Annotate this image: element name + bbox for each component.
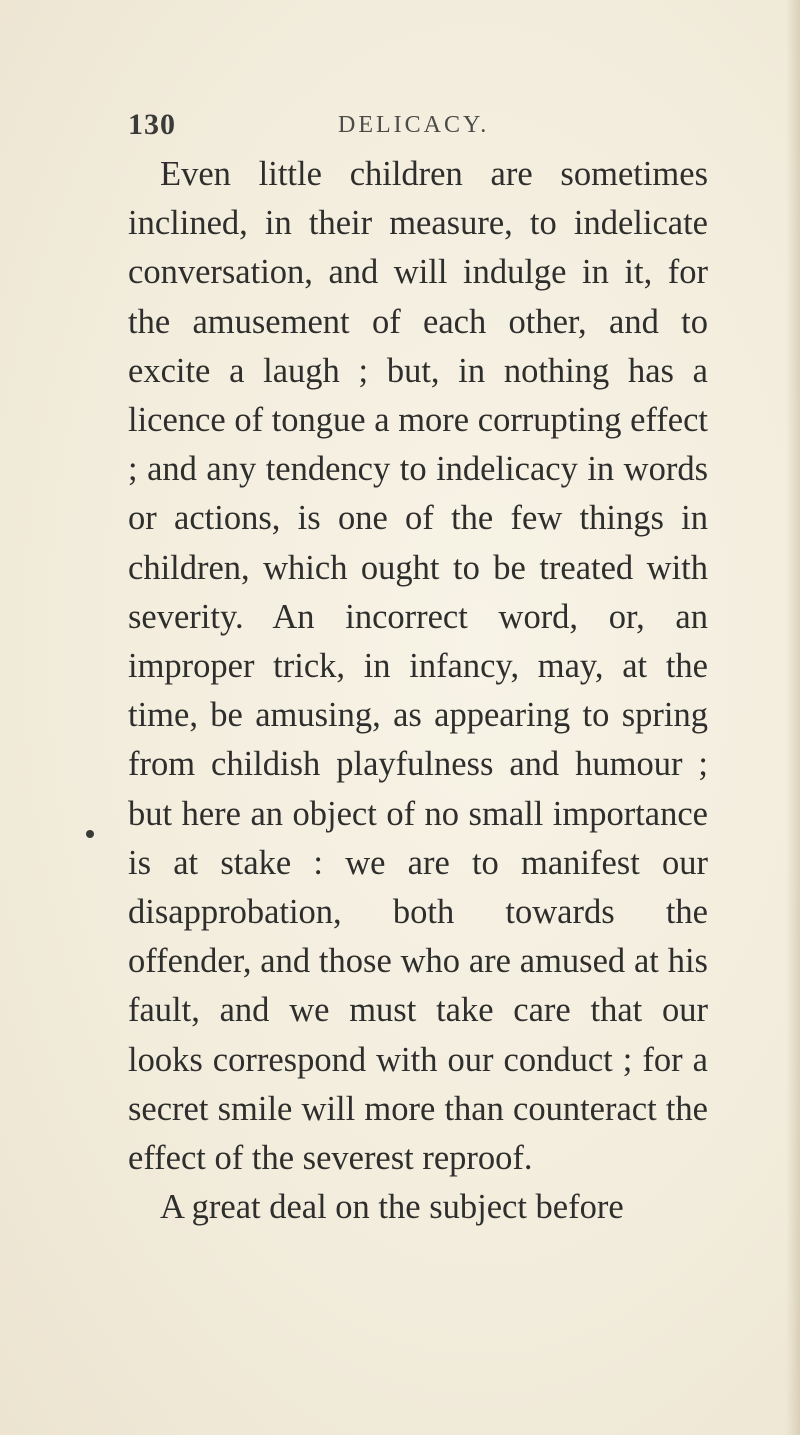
paragraph: Even little children are sometimes inclined, in their measure, to indelicate conversation, and will indulge in it, for the amusement of each other, and to excite a laugh ; but, in nothing has a licence of tongue a more corrupting effect ; and any tendency to indelicacy in words or actions, is one of the few things in children, which ought to be treated with severity. An incorrect word, or, an improper trick, in infancy, may, at the time, be amusing, as appearing to spring from childish playfulness and humour ; but here an object of no small importance is at stake : we are to manifest our disapprobation, both towards the offender, and those who are amused at his fault, and we must take care that our looks correspond with our conduct ; for a secret smile will more than counteract the effect of the severest reproof. [128, 155, 708, 1178]
page-header [128, 108, 688, 148]
print-speck [86, 830, 94, 838]
page-number: 130 [128, 108, 176, 141]
paragraph-continued: A great deal on the subject before [160, 1188, 624, 1227]
body-text [128, 150, 708, 1232]
running-head: DELICACY. [338, 112, 490, 138]
page-edge-shadow [786, 0, 800, 1435]
